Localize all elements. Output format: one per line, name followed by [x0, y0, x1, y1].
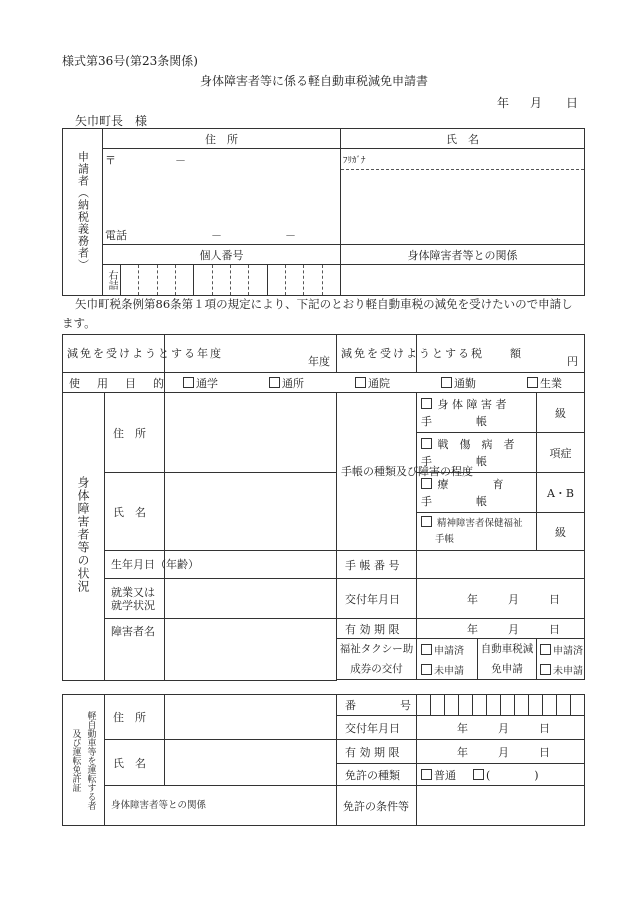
purpose-option-work[interactable]: 通勤 — [441, 375, 527, 391]
car-tax-label: 自動車税減免申請 — [478, 639, 537, 679]
driver-side-label: 及び運転免許証 軽自動車等を運転する者 — [63, 695, 105, 826]
applicant-side-label: 申請者（納税義務者） — [63, 129, 103, 296]
car-tax-not-applied[interactable]: 未申請 — [540, 662, 584, 677]
address-header: 住 所 — [103, 129, 341, 149]
employment-field[interactable] — [165, 579, 337, 619]
handbook-mental[interactable]: 精神障害者保健福祉 手帳 — [417, 513, 537, 551]
handbook-number-label: 手 帳 番 号 — [337, 551, 417, 579]
date-day: 日 — [566, 96, 579, 110]
personal-number-field[interactable] — [103, 265, 341, 296]
license-number-label: 番 号 — [337, 695, 417, 716]
main-table — [62, 334, 585, 681]
addressee: 矢巾町長 様 — [75, 114, 148, 128]
disabled-side-label: 身体障害者等の状況 — [63, 393, 105, 681]
applicant-address-field[interactable] — [103, 149, 341, 245]
issue-date-field[interactable]: 年 月 日 — [417, 579, 585, 619]
license-issue-field[interactable]: 年 月 日 — [417, 716, 585, 740]
phone-dash-1: － — [211, 229, 222, 242]
license-conditions-field[interactable] — [417, 786, 585, 826]
grade-mental: 級 — [537, 513, 585, 551]
handbook-war-injury[interactable]: 戦 傷 病 者 手 帳 — [417, 433, 537, 473]
driver-table — [62, 694, 585, 826]
driver-address-label: 住 所 — [105, 695, 165, 740]
phone-label: 電話 — [105, 229, 127, 242]
expiry-label: 有 効 期 限 — [337, 619, 417, 639]
statement-line-1: 矢巾町税条例第86条第１項の規定により、下記のとおり軽自動車税の減免を受けたいので申請し — [75, 297, 573, 311]
year-suffix: 年度 — [308, 355, 330, 368]
license-normal-option[interactable]: 普通 — [421, 769, 456, 782]
license-expiry-label: 有 効 期 限 — [337, 740, 417, 764]
disabled-address-field[interactable] — [165, 393, 337, 473]
grade-war-injury: 項症 — [537, 433, 585, 473]
exemption-year-label: 減免を受けようとする年度 — [63, 335, 165, 373]
license-number-field[interactable] — [417, 695, 585, 716]
driver-name-field[interactable] — [165, 740, 337, 786]
date-year: 年 — [497, 96, 510, 110]
driver-address-field[interactable] — [165, 695, 337, 740]
disability-name-field[interactable] — [165, 619, 337, 681]
taxi-label: 福祉タクシー助成券の交付 — [337, 639, 417, 680]
furigana-label: ﾌﾘｶﾞﾅ — [343, 156, 366, 166]
handbook-physical[interactable]: 身 体 障 害 者 手 帳 — [417, 393, 537, 433]
phone-dash-2: － — [285, 229, 296, 242]
expiry-field[interactable]: 年 月 日 — [417, 619, 585, 639]
exemption-tax-label: 減免を受けようとする税 額 — [337, 335, 417, 373]
grade-rehabilitation: A・B — [537, 473, 585, 513]
handbook-number-field[interactable] — [417, 551, 585, 579]
driver-name-label: 氏 名 — [105, 740, 165, 786]
disability-name-label: 障害者名 — [105, 619, 165, 681]
postal-dash: － — [175, 154, 186, 167]
purpose-option-hospital[interactable]: 通院 — [355, 375, 441, 391]
applicant-name-field[interactable] — [341, 149, 585, 245]
page-title: 身体障害者等に係る軽自動車税減免申請書 — [200, 74, 429, 88]
issue-date-label: 交付年月日 — [337, 579, 417, 619]
purpose-label: 使 用 目 的 — [63, 373, 165, 393]
date-month: 月 — [530, 96, 543, 110]
statement-line-2: ます。 — [62, 316, 96, 330]
relation-header: 身体障害者等との関係 — [341, 245, 585, 265]
form-number: 様式第36号(第23条関係) — [62, 54, 198, 68]
name-header: 氏 名 — [341, 129, 585, 149]
taxi-applied[interactable]: 申請済 — [421, 642, 477, 657]
applicant-table — [62, 128, 585, 296]
right-align-label: 右詰 — [106, 270, 117, 290]
license-conditions-label: 免許の条件等 — [337, 786, 417, 826]
purpose-option-school[interactable]: 通学 — [183, 375, 269, 391]
handbook-rehabilitation[interactable]: 療 育 手 帳 — [417, 473, 537, 513]
tax-suffix: 円 — [567, 355, 578, 368]
purpose-option-facility[interactable]: 通所 — [269, 375, 355, 391]
personal-number-header: 個人番号 — [103, 245, 341, 265]
relation-field[interactable] — [341, 265, 585, 296]
driver-relation-label: 身体障害者等との関係 — [105, 786, 337, 826]
license-type-field — [417, 764, 585, 786]
disabled-name-label: 氏 名 — [105, 473, 165, 551]
purpose-options — [165, 373, 585, 393]
purpose-option-business[interactable]: 生業 — [527, 375, 587, 391]
postal-mark: 〒 — [105, 154, 116, 167]
license-expiry-field[interactable]: 年 月 日 — [417, 740, 585, 764]
birth-label: 生年月日（年齢） — [105, 551, 165, 579]
grade-physical: 級 — [537, 393, 585, 433]
disabled-name-field[interactable] — [165, 473, 337, 551]
taxi-not-applied[interactable]: 未申請 — [421, 662, 477, 677]
license-other-option[interactable]: ( ) — [473, 769, 539, 782]
license-type-label: 免許の種類 — [337, 764, 417, 786]
disabled-address-label: 住 所 — [105, 393, 165, 473]
employment-label: 就業又は就学状況 — [105, 579, 165, 619]
handbook-type-label: 手帳の種類及び障害の程度 — [337, 393, 417, 551]
license-issue-label: 交付年月日 — [337, 716, 417, 740]
taxi-status — [417, 639, 585, 680]
car-tax-applied[interactable]: 申請済 — [540, 642, 584, 657]
